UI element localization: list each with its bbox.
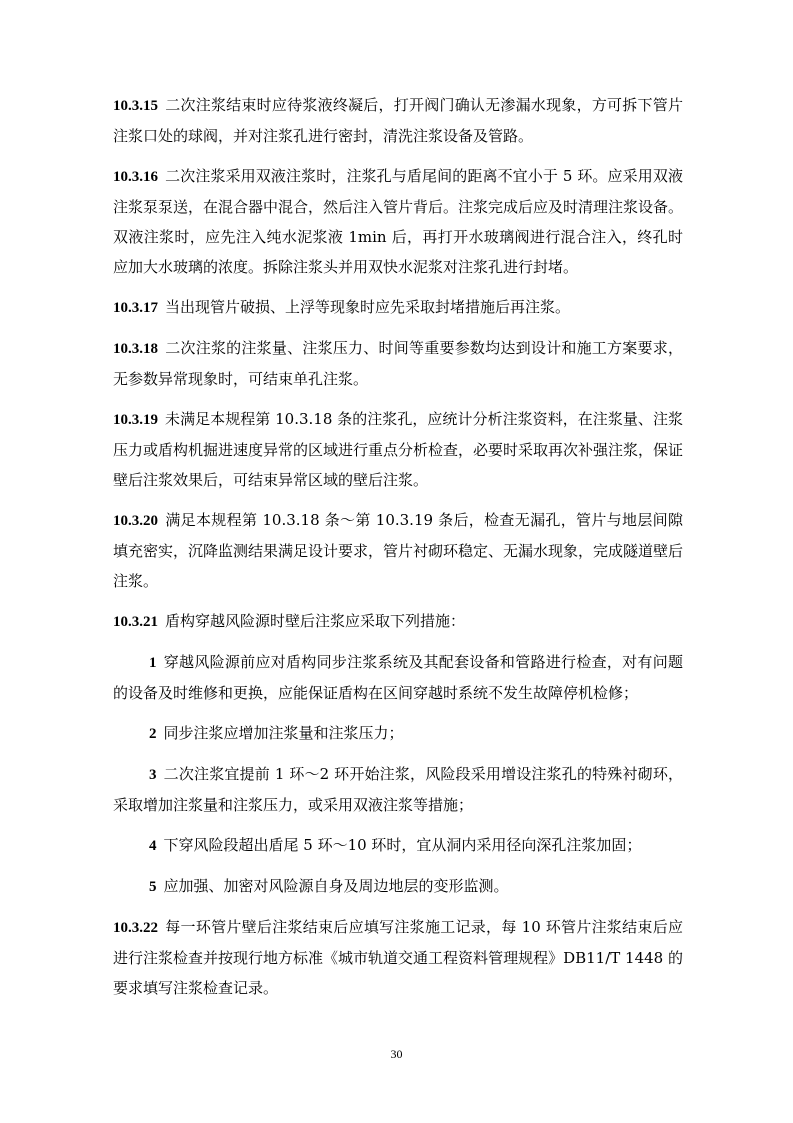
clause-10-3-16 — [113, 161, 683, 282]
clause-text: 盾构穿越风险源时壁后注浆应采取下列措施： — [165, 612, 466, 630]
clause-number: 10.3.15 — [113, 98, 158, 114]
item-text: 穿越风险源前应对盾构同步注浆系统及其配套设备和管路进行检查，对有问题的设备及时维修和更换，应能保证盾构在区间穿越时系统不发生故障停机检修； — [113, 653, 683, 702]
clause-10-3-19 — [113, 404, 683, 495]
list-item — [113, 759, 683, 820]
clause-text: 未满足本规程第 10.3.18 条的注浆孔，应统计分析注浆资料，在注浆量、注浆压力或盾构机掘进速度异常的区域进行重点分析检查，必要时采取再次补强注浆，保证壁后注浆效果后，可结束异常区域的壁后注浆。 — [113, 410, 684, 489]
list-item — [113, 647, 683, 708]
clause-number: 10.3.21 — [113, 614, 158, 630]
clause-10-3-22 — [113, 912, 683, 1003]
clause-10-3-21 — [113, 606, 683, 637]
clause-text: 二次注浆的注浆量、注浆压力、时间等重要参数均达到设计和施工方案要求，无参数异常现象时，可结束单孔注浆。 — [113, 339, 683, 388]
item-text: 二次注浆宜提前 1 环～2 环开始注浆，风险段采用增设注浆孔的特殊衬砌环，采取增加注浆量和注浆压力，或采用双液注浆等措施； — [113, 765, 683, 814]
item-text: 同步注浆应增加注浆量和注浆压力； — [163, 724, 404, 742]
clause-text: 二次注浆采用双液注浆时，注浆孔与盾尾间的距离不宜小于 5 环。应采用双液注浆泵泵送，在混合器中混合，然后注入管片背后。注浆完成后应及时清理注浆设备。双液注浆时，应先注入纯水泥浆液 1min 后，再打开水玻璃阀进行混合注入，终孔时应加大水玻璃的浓度。拆除注浆头并用双快水泥浆对注浆孔进行封堵。 — [113, 167, 684, 276]
document-body — [113, 90, 683, 1013]
clause-10-3-17 — [113, 292, 683, 323]
clause-text: 每一环管片壁后注浆结束后应填写注浆施工记录，每 10 环管片注浆结束后应进行注浆检查并按现行地方标准《城市轨道交通工程资料管理规程》DB11/T 1448 的要求填写注浆检查记录。 — [113, 918, 683, 997]
item-number: 2 — [149, 726, 157, 742]
clause-10-3-20 — [113, 505, 683, 596]
list-item — [113, 718, 683, 749]
item-text: 应加强、加密对风险源自身及周边地层的变形监测。 — [163, 877, 509, 895]
clause-10-3-18 — [113, 333, 683, 394]
clause-text: 当出现管片破损、上浮等现象时应先采取封堵措施后再注浆。 — [165, 298, 571, 316]
list-item — [113, 871, 683, 902]
page-number: 30 — [390, 1047, 403, 1061]
list-item — [113, 830, 683, 861]
item-number: 5 — [149, 879, 157, 895]
item-number: 1 — [149, 655, 157, 671]
clause-number: 10.3.20 — [113, 513, 158, 529]
item-number: 4 — [149, 838, 157, 854]
clause-number: 10.3.17 — [113, 300, 158, 316]
clause-number: 10.3.16 — [113, 169, 158, 185]
item-number: 3 — [149, 767, 157, 783]
clause-number: 10.3.19 — [113, 412, 158, 428]
clause-number: 10.3.22 — [113, 920, 158, 936]
clause-text: 满足本规程第 10.3.18 条～第 10.3.19 条后，检查无漏孔，管片与地层间隙填充密实，沉降监测结果满足设计要求，管片衬砌环稳定、无漏水现象，完成隧道壁后注浆。 — [113, 511, 684, 590]
item-text: 下穿风险段超出盾尾 5 环～10 环时，宜从洞内采用径向深孔注浆加固； — [163, 836, 642, 854]
clause-number: 10.3.18 — [113, 341, 158, 357]
clause-10-3-15 — [113, 90, 683, 151]
clause-text: 二次注浆结束时应待浆液终凝后，打开阀门确认无渗漏水现象，方可拆下管片注浆口处的球阀，并对注浆孔进行密封，清洗注浆设备及管路。 — [113, 96, 683, 145]
